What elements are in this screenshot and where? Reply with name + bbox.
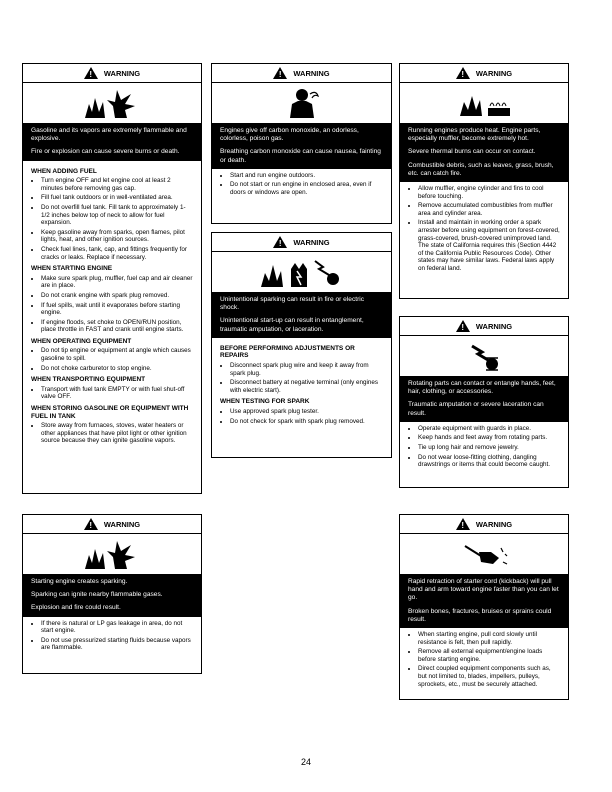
list-item: • When starting engine, pull cord slowly until resistance is felt, then pull rapidly. bbox=[418, 631, 560, 646]
hazard-text: Explosion and fire could result. bbox=[31, 604, 121, 612]
pictogram bbox=[212, 252, 391, 292]
hazard-text: Traumatic amputation or severe laceration can result. bbox=[408, 401, 544, 417]
hazard-text: Engines give off carbon monoxide, an odorless, colorless, poison gas. bbox=[220, 127, 359, 143]
warning-label: WARNING bbox=[475, 68, 513, 78]
warning-triangle-icon: ! bbox=[456, 518, 470, 530]
warning-header bbox=[212, 233, 391, 252]
fire-explosion-icon bbox=[77, 537, 147, 571]
pictogram bbox=[400, 83, 568, 123]
warning-header bbox=[400, 515, 568, 534]
section-heading: WHEN TESTING FOR SPARK bbox=[220, 398, 310, 406]
hazard-statement bbox=[23, 574, 201, 617]
hazard-text: Unintentional start-up can result in entanglement, traumatic amputation, or laceration. bbox=[220, 317, 364, 333]
fire-shock-entanglement-icon bbox=[257, 255, 347, 289]
list-item: • Turn engine OFF and let engine cool at least 2 minutes before removing gas cap. bbox=[41, 177, 193, 192]
instructions bbox=[400, 628, 568, 694]
pictogram bbox=[23, 534, 201, 574]
warning-label: WARNING bbox=[475, 321, 513, 331]
kickback-hand-icon bbox=[459, 538, 509, 570]
list-item: • If engine floods, set choke to OPEN/RUN position, place throttle in FAST and crank until engine starts. bbox=[41, 319, 193, 334]
list-item: • Direct coupled equipment components such as, but not limited to, blades, impellers, pulleys, sprockets, etc., must be securely attached. bbox=[418, 665, 560, 688]
person-gas-icon bbox=[282, 86, 322, 120]
list-item: • Tie up long hair and remove jewelry. bbox=[418, 444, 560, 452]
hazard-statement bbox=[212, 292, 391, 338]
list-item: • Do not use pressurized starting fluids because vapors are flammable. bbox=[41, 637, 193, 652]
hazard-text: Starting engine creates sparking. bbox=[31, 578, 128, 585]
list-item: • Do not crank engine with spark plug removed. bbox=[41, 292, 193, 300]
list-item: • Do not tip engine or equipment at angle which causes gasoline to spill. bbox=[41, 347, 193, 362]
warning-triangle-icon: ! bbox=[84, 518, 98, 530]
warning-header bbox=[23, 64, 201, 83]
hazard-text: Severe thermal burns can occur on contact. bbox=[408, 148, 536, 156]
instructions bbox=[400, 422, 568, 475]
page-number: 24 bbox=[300, 757, 311, 767]
instructions bbox=[400, 182, 568, 279]
list-item: • Start and run engine outdoors. bbox=[230, 172, 383, 180]
instructions bbox=[23, 617, 201, 658]
warning-label: WARNING bbox=[293, 237, 330, 247]
warning-header bbox=[400, 64, 568, 83]
hazard-statement bbox=[400, 376, 568, 422]
instructions bbox=[212, 169, 391, 203]
list-item: • Fill fuel tank outdoors or in well-ventilated area. bbox=[41, 194, 193, 202]
list-item: • Check fuel lines, tank, cap, and fittings frequently for cracks or leaks. Replace if necessary. bbox=[41, 246, 193, 261]
hazard-text: Combustible debris, such as leaves, grass, brush, etc. can catch fire. bbox=[408, 161, 554, 177]
pictogram bbox=[23, 83, 201, 123]
list-item: • Disconnect spark plug wire and keep it away from spark plug. bbox=[230, 362, 383, 377]
kickback-warning-box bbox=[399, 514, 569, 700]
warning-triangle-icon: ! bbox=[273, 236, 287, 248]
pictogram bbox=[212, 83, 391, 123]
hazard-text: Breathing carbon monoxide can cause nausea, fainting or death. bbox=[220, 148, 381, 164]
warning-header bbox=[212, 64, 391, 83]
warning-label: WARNING bbox=[475, 519, 513, 529]
warning-triangle-icon: ! bbox=[456, 67, 470, 79]
instructions bbox=[212, 338, 391, 431]
carbon-monoxide-warning-box bbox=[211, 63, 392, 224]
list-item: • Use approved spark plug tester. bbox=[230, 408, 383, 416]
list-item: • Disconnect battery at negative terminal (only engines with electric start). bbox=[230, 379, 383, 394]
hot-surface-fire-icon bbox=[454, 88, 514, 118]
warning-header bbox=[400, 317, 568, 336]
fuel-warning-box bbox=[22, 63, 202, 494]
hazard-statement bbox=[212, 123, 391, 169]
warning-label: WARNING bbox=[103, 68, 141, 78]
hazard-statement bbox=[400, 123, 568, 182]
list-item: • Allow muffler, engine cylinder and fins to cool before touching. bbox=[418, 185, 560, 200]
list-item: • If fuel spills, wait until it evaporates before starting engine. bbox=[41, 302, 193, 317]
warning-header bbox=[23, 515, 201, 534]
warning-triangle-icon: ! bbox=[84, 67, 98, 79]
list-item: • Do not wear loose-fitting clothing, dangling drawstrings or items that could become caught. bbox=[418, 454, 560, 469]
hazard-text: Unintentional sparking can result in fire or electric shock. bbox=[220, 296, 365, 312]
list-item: • Keep hands and feet away from rotating parts. bbox=[418, 434, 560, 442]
section-heading: BEFORE PERFORMING ADJUSTMENTS OR REPAIRS bbox=[220, 344, 355, 360]
hazard-statement bbox=[400, 574, 568, 628]
warning-label: WARNING bbox=[103, 519, 141, 529]
section-heading: WHEN TRANSPORTING EQUIPMENT bbox=[31, 376, 146, 384]
hazard-text: Fire or explosion can cause severe burns or death. bbox=[31, 148, 180, 156]
rotating-parts-warning-box bbox=[399, 316, 569, 488]
section-heading: WHEN OPERATING EQUIPMENT bbox=[31, 337, 132, 345]
hazard-text: Broken bones, fractures, bruises or sprains could result. bbox=[408, 607, 552, 623]
list-item: • Keep gasoline away from sparks, open flames, pilot lights, heat, and other ignition sources. bbox=[41, 229, 193, 244]
list-item: • Install and maintain in working order a spark arrester before using equipment on forest-covered, grass-covered, brush-covered unimproved land. The state of California requires this (Section 4442 of the California Public Resources Code). Other states may have similar laws. Federal laws apply on federal land. bbox=[418, 219, 560, 272]
fire-explosion-icon bbox=[77, 86, 147, 120]
list-item: • Remove all external equipment/engine loads before starting engine. bbox=[418, 648, 560, 663]
warning-triangle-icon: ! bbox=[273, 67, 287, 79]
instructions bbox=[23, 161, 201, 451]
list-item: • Do not choke carburetor to stop engine. bbox=[41, 365, 193, 373]
list-item: • Remove accumulated combustibles from muffler area and cylinder area. bbox=[418, 202, 560, 217]
hazard-text: Gasoline and its vapors are extremely flammable and explosive. bbox=[31, 127, 187, 143]
hazard-text: Sparking can ignite nearby flammable gases. bbox=[31, 591, 163, 599]
list-item: • Store away from furnaces, stoves, water heaters or other appliances that have pilot light or other ignition source because they can ignite gasoline vapors. bbox=[41, 422, 193, 445]
section-heading: WHEN STORING GASOLINE OR EQUIPMENT WITH FUEL IN TANK bbox=[31, 405, 189, 420]
heat-warning-box bbox=[399, 63, 569, 299]
hazard-text: Rotating parts can contact or entangle hands, feet, hair, clothing, or accessories. bbox=[408, 380, 556, 396]
list-item: • Do not overfill fuel tank. Fill tank to approximately 1-1/2 inches below top of neck to allow for fuel expansion. bbox=[41, 204, 193, 227]
warning-triangle-icon: ! bbox=[456, 320, 470, 332]
entanglement-icon bbox=[464, 340, 504, 372]
hazard-text: Rapid retraction of starter cord (kickback) will pull hand and arm toward engine faster than you can let go. bbox=[408, 578, 559, 602]
list-item: • Operate equipment with guards in place. bbox=[418, 425, 560, 433]
starting-spark-warning-box bbox=[22, 514, 202, 674]
pictogram bbox=[400, 534, 568, 574]
section-heading: WHEN ADDING FUEL bbox=[31, 167, 97, 175]
hazard-statement bbox=[23, 123, 201, 161]
pictogram bbox=[400, 336, 568, 376]
list-item: • Make sure spark plug, muffler, fuel cap and air cleaner are in place. bbox=[41, 275, 193, 290]
list-item: • Do not start or run engine in enclosed area, even if doors or windows are open. bbox=[230, 181, 383, 196]
list-item: • Transport with fuel tank EMPTY or with fuel shut-off valve OFF. bbox=[41, 386, 193, 401]
list-item: • Do not check for spark with spark plug removed. bbox=[230, 418, 383, 426]
hazard-text: Running engines produce heat. Engine parts, especially muffler, become extremely hot. bbox=[408, 127, 541, 143]
list-item: • If there is natural or LP gas leakage in area, do not start engine. bbox=[41, 620, 193, 635]
warning-label: WARNING bbox=[293, 68, 330, 78]
spark-startup-warning-box bbox=[211, 232, 392, 458]
section-heading: WHEN STARTING ENGINE bbox=[31, 265, 113, 273]
